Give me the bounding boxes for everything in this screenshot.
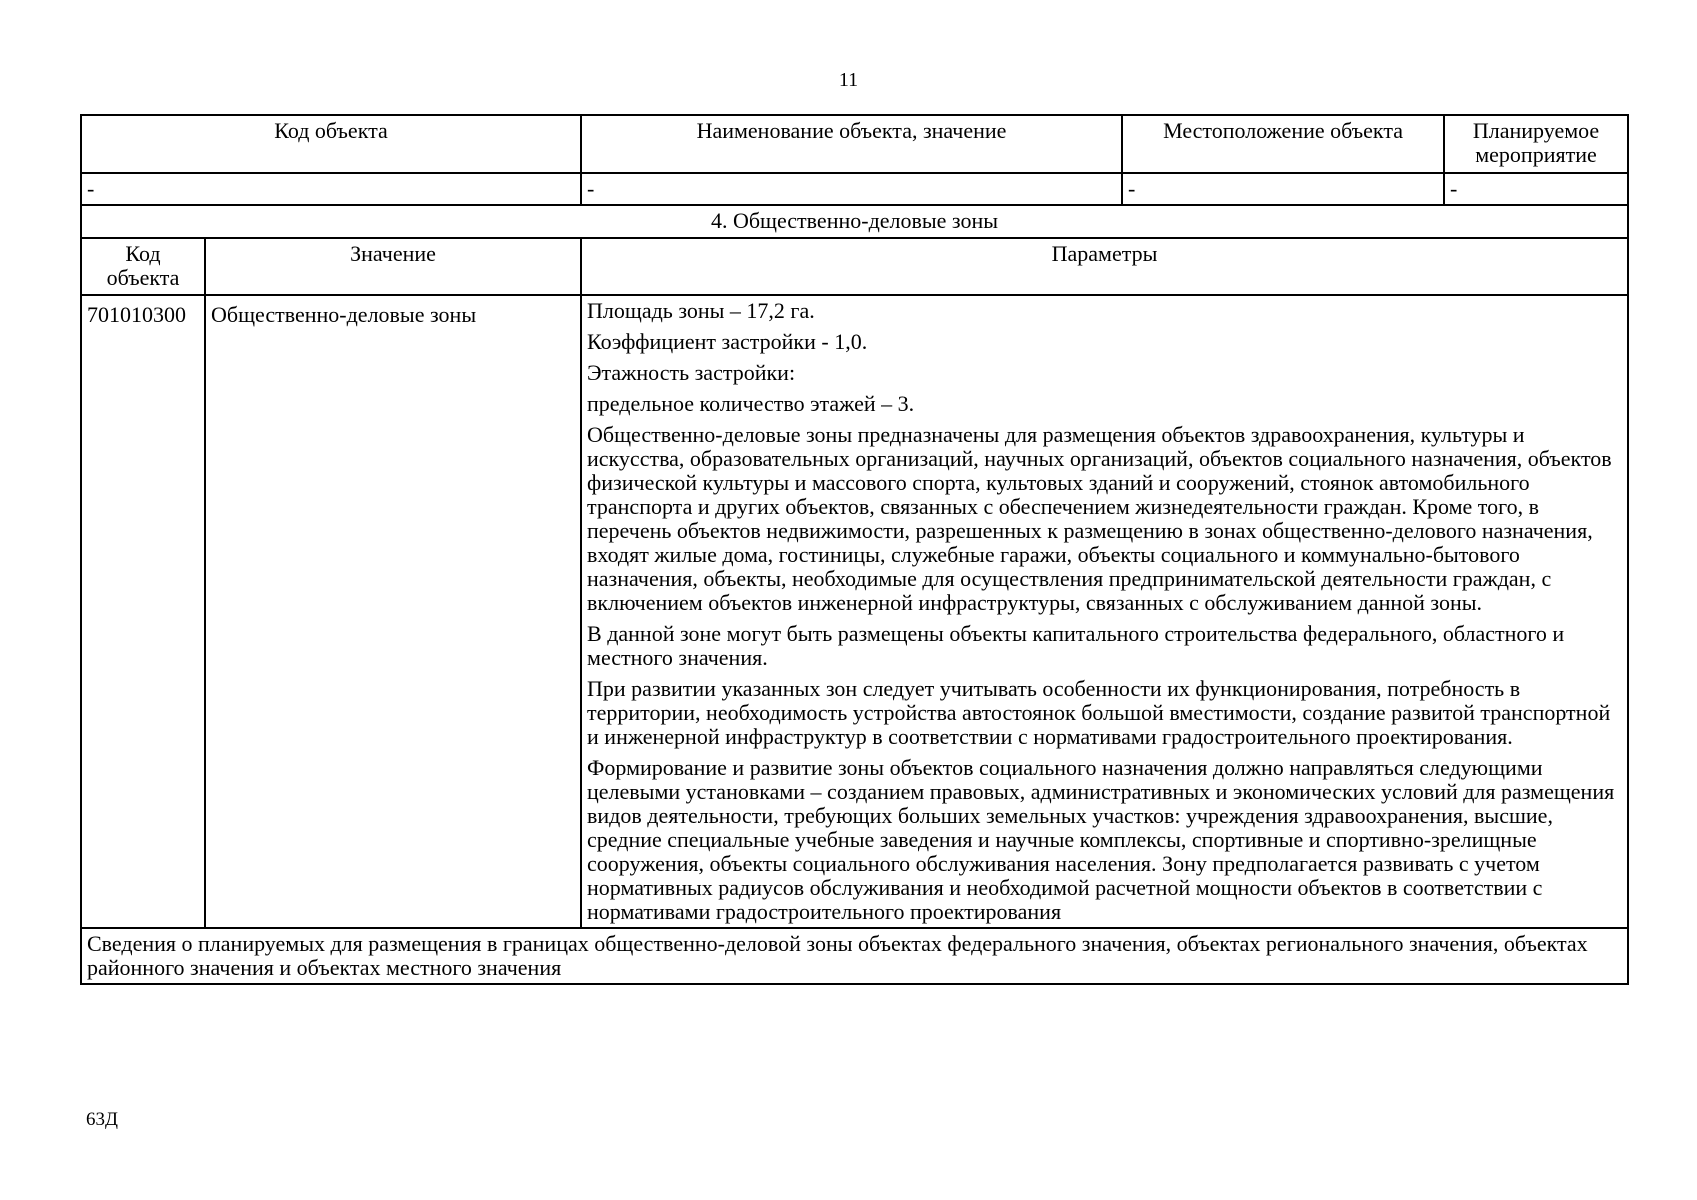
zone-row (81, 295, 1628, 928)
zones-table (80, 114, 1629, 985)
document-code: 63Д (86, 1109, 118, 1130)
param-floors-limit: предельное количество этажей – 3. (587, 391, 915, 416)
page-number: 11 (838, 69, 859, 91)
param-paragraph-development: При развитии указанных зон следует учитывать особенности их функционирования, потребность в территории, необходимость устройства автостоянок большой вместимости, создание развитой транспортной и инженерной инфраструктур в соответствии с нормативами градостроительного проектирования. (587, 676, 1611, 749)
param-area: Площадь зоны – 17,2 га. (587, 298, 815, 323)
footer-note: Сведения о планируемых для размещения в границах общественно-деловой зоны объектах федерального значения, объектах регионального значения, объектах районного значения и объектах местного значения (81, 928, 1628, 984)
top-header-row (81, 115, 1628, 173)
param-paragraph-allowed-objects: В данной зоне могут быть размещены объекты капитального строительства федерального, областного и местного значения. (587, 621, 1565, 670)
header-object-location: Местоположение объекта (1122, 115, 1444, 173)
header-object-name: Наименование объекта, значение (581, 115, 1122, 173)
footer-row (81, 928, 1628, 984)
header-planned-action: Планируемое мероприятие (1444, 115, 1628, 173)
section-title: 4. Общественно-деловые зоны (81, 205, 1628, 238)
header-object-code: Код объекта (81, 115, 581, 173)
cell-object-name: - (581, 173, 1122, 205)
cell-object-location: - (1122, 173, 1444, 205)
cell-object-code: - (81, 173, 581, 205)
cell-planned-action: - (1444, 173, 1628, 205)
param-paragraph-purpose: Общественно-деловые зоны предназначены для размещения объектов здравоохранения, культуры и искусства, образовательных организаций, научных организаций, объектов социального назначения, объектов физической культуры и массового спорта, культовых зданий и сооружений, стоянок автомобильного транспорта и других объектов, связанных с обеспечением жизнедеятельности граждан. Кроме того, в перечень объектов недвижимости, разрешенных к размещению в зонах общественно-делового назначения, входят жилые дома, гостиницы, служебные гаражи, объекты социального и коммунально-бытового назначения, объекты, необходимые для осуществления предпринимательской деятельности граждан, с включением объектов инженерной инфраструктуры, связанных с обслуживанием данной зоны. (587, 422, 1612, 615)
zone-parameters (581, 295, 1628, 928)
param-floors-title: Этажность застройки: (587, 360, 796, 385)
param-paragraph-formation: Формирование и развитие зоны объектов социального назначения должно направляться следующими целевыми установками – созданием правовых, административных и экономических условий для размещения видов деятельности, требующих больших земельных участков: учреждения здравоохранения, высшие, средние специальные учебные заведения и научные комплексы, спортивные и спортивно-зрелищные сооружения, объекты социального обслуживания населения. Зону предполагается развивать с учетом нормативных радиусов обслуживания и необходимой расчетной мощности объектов в соответствии с нормативами градостроительного проектирования (587, 755, 1615, 924)
zone-value: Общественно-деловые зоны (205, 295, 581, 928)
section-title-row (81, 205, 1628, 238)
header-parameters: Параметры (581, 238, 1628, 295)
header-value: Значение (205, 238, 581, 295)
header-code: Код объекта (81, 238, 205, 295)
param-building-ratio: Коэффициент застройки - 1,0. (587, 329, 868, 354)
top-data-row (81, 173, 1628, 205)
zone-code: 701010300 (81, 295, 205, 928)
section-header-row (81, 238, 1628, 295)
